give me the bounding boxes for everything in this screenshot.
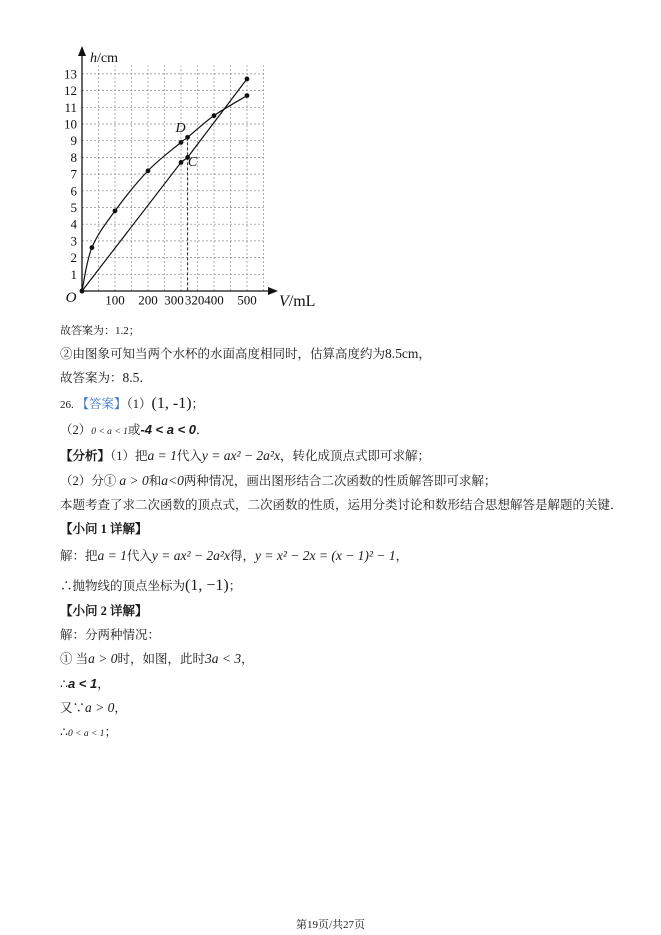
point-label-C: C [187,154,198,170]
x-tick-label: 320 [184,292,205,308]
solution-2-line-2 [60,649,254,669]
text-segment: （2）分① [60,474,120,488]
y-tick-label: 3 [70,233,77,249]
text-segment: ②由图象可知当两个水杯的水面高度相同时，估算高度约为 [60,347,386,361]
text-segment: 又∵ [60,701,86,715]
x-tick-label: 500 [237,292,257,308]
x-tick-label: 200 [138,292,158,308]
y-tick-label: 10 [64,116,77,132]
math-expression: -4 < a < 0 [140,422,197,437]
origin-label: O [65,290,77,306]
text-segment: 解：把 [60,549,98,563]
y-tick-label: 2 [70,250,77,266]
sub-question-2-heading [60,601,148,621]
text-segment: （2） [60,423,92,437]
analysis-line-2 [60,471,496,491]
text-segment: ， [114,701,127,715]
data-point-curve [212,113,217,118]
math-expression: a = 1 [97,548,127,563]
solution-1-line-1 [60,546,408,566]
text-segment: ， [395,549,409,563]
math-expression: (1, -1) [151,395,192,412]
text-segment: ； [228,579,242,593]
text-segment: 【小问 1 详解】 [60,522,148,536]
math-expression: a<0 [161,473,184,488]
math-expression: 0 < a < 1 [91,427,128,437]
text-segment: ； [104,725,118,739]
text-segment: 【小问 2 详解】 [60,604,148,618]
data-point-curve [90,245,95,250]
y-tick-label: 4 [70,216,77,232]
math-expression: a > 0 [119,473,149,488]
text-segment: 代入 [126,549,152,563]
y-tick-label: 11 [64,99,77,115]
text-segment: 故答案为： [60,371,123,385]
data-point-straight-line [80,289,85,294]
y-tick-label: 1 [70,266,77,282]
grid [82,66,264,291]
solution-2-line-1 [60,625,160,645]
solution-2-line-3 [60,674,110,694]
math-expression: a > 0 [85,700,115,715]
y-axis-arrow-icon [78,46,86,56]
text-segment: 本题考查了求二次函数的顶点式，二次函数的性质，运用分类讨论和数形结合思想解答是解题的关键． [60,498,623,512]
math-expression: a < 1 [67,676,98,691]
math-expression: y = ax² − 2a²x [201,448,280,463]
x-tick-label: 400 [204,292,224,308]
math-expression: a = 1 [147,448,177,463]
therefore-symbol: ∴ [60,725,68,739]
page-number: 第19页/共27页 [295,919,366,931]
y-tick-label: 6 [70,183,77,199]
question-number: 26. [60,399,77,411]
text-segment: ，转化成顶点式即可求解； [279,449,430,463]
math-expression: (1, −1) [185,577,229,594]
math-expression: 0 < a < 1 [67,729,105,739]
sub-question-1-heading [60,519,148,539]
data-point-straight-line [179,160,184,165]
analysis-summary [60,495,623,515]
text-segment: ① 当 [60,652,89,666]
y-axis-label: h/cm [90,50,118,66]
data-point-curve [245,93,250,98]
solution-1-line-2 [60,576,241,596]
text-segment: ． [139,371,152,385]
y-tick-label: 9 [70,133,77,149]
x-axis-label: V/mL [279,292,316,310]
data-point-curve [179,140,184,145]
text-segment: 时，如图，此时 [117,652,206,666]
x-tick-label: 100 [105,292,125,308]
answer-line-q25-a [60,321,140,341]
data-point-curve [185,135,190,140]
analysis-line-1 [60,446,430,466]
solution-2-line-4 [60,698,127,718]
question-26-answer-part2 [60,420,209,442]
point-label-D: D [175,120,186,136]
y-tick-label: 5 [70,200,77,215]
question-26-answer [60,394,204,415]
answer-line-q25-b [60,344,431,364]
math-expression: 3a < 3 [205,651,242,666]
text-segment: （1） [126,397,152,411]
answer-line-q25-c [60,368,152,388]
math-expression: y = ax² − 2a²x [151,548,230,563]
data-point-curve [113,208,118,213]
analysis-heading: 【分析】 [60,449,111,463]
text-segment: ； [191,397,205,411]
math-expression: y = x² − 2x = (x − 1)² − 1 [254,548,396,563]
text-segment: ． [196,423,209,437]
data-point-curve [146,168,151,173]
text-segment: ∴抛物线的顶点坐标为 [60,579,186,593]
math-expression: a > 0 [88,651,118,666]
text-segment: 或 [127,423,141,437]
solution-2-line-5 [60,722,117,744]
estimated-height-value: 8.5cm [385,346,419,361]
text-segment: 代入 [176,449,202,463]
therefore-symbol: ∴ [60,677,68,691]
text-segment: ， [418,347,431,361]
data-point-straight-line [245,77,250,82]
answer-value: 8.5 [122,370,140,385]
x-axis-arrow-icon [268,287,278,295]
text-segment: 和 [148,474,162,488]
text-segment: 两种情况，画出图形结合二次函数的性质解答即可求解； [183,474,497,488]
text-segment: ， [97,677,110,691]
y-tick-label: 8 [70,149,77,165]
text-segment: （1）把 [110,449,148,463]
text-segment: 得， [229,549,255,563]
text-segment: ， [241,652,254,666]
text-segment: 解：分两种情况： [60,628,161,642]
y-tick-label: 13 [64,66,77,82]
y-tick-label: 12 [64,83,77,99]
x-tick-label: 300 [164,292,184,308]
answer-tag: 【答案】 [76,397,127,411]
height-volume-chart [0,0,330,318]
y-tick-label: 7 [70,166,77,182]
text-segment: 故答案为：1.2； [60,325,140,337]
